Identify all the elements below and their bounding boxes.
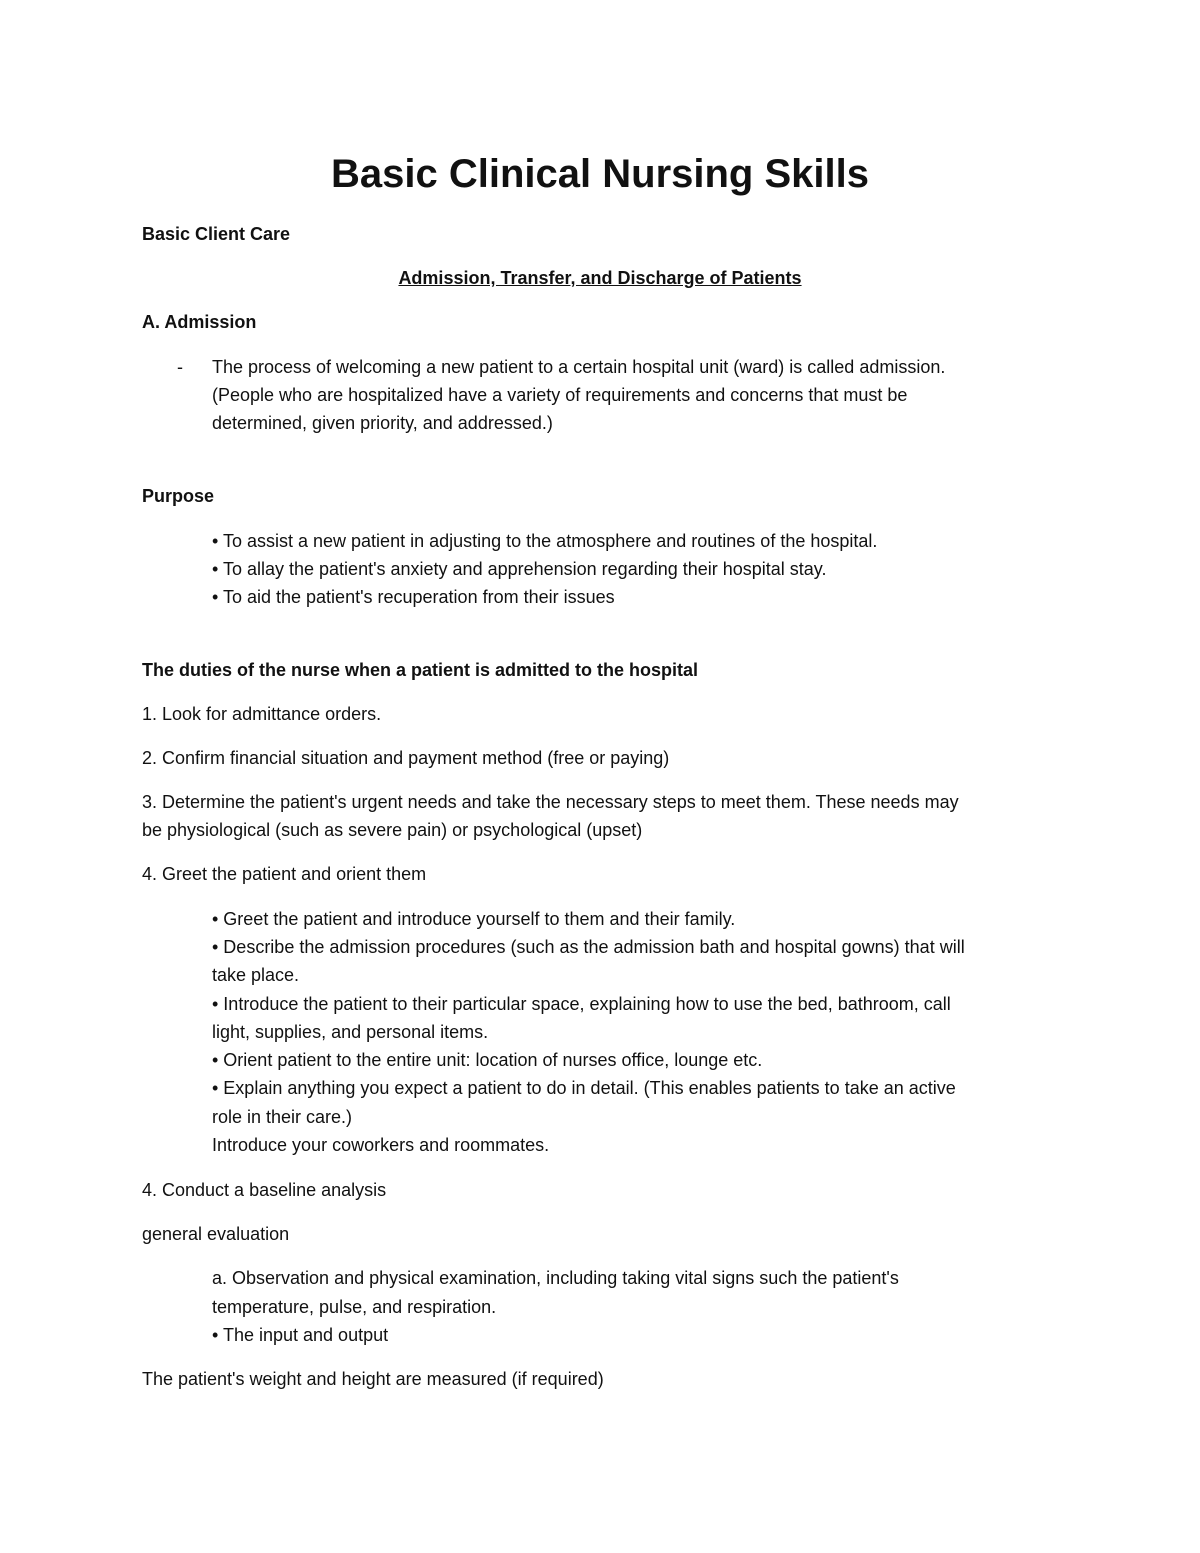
step4-item: role in their care.) <box>212 1107 353 1127</box>
duty-step-4: 4. Greet the patient and orient them <box>142 864 427 884</box>
eval-item: temperature, pulse, and respiration. <box>212 1297 497 1317</box>
duty-step-1: 1. Look for admittance orders. <box>142 704 382 724</box>
admission-line: determined, given priority, and addressed.) <box>212 413 553 433</box>
admission-heading: A. Admission <box>142 312 257 332</box>
purpose-item: • To aid the patient's recuperation from their issues <box>212 587 615 607</box>
purpose-item: • To assist a new patient in adjusting to the atmosphere and routines of the hospital. <box>212 531 878 551</box>
purpose-item: • To allay the patient's anxiety and apprehension regarding their hospital stay. <box>212 559 827 579</box>
admission-line: The process of welcoming a new patient to a certain hospital unit (ward) is called admission. <box>212 357 946 377</box>
step4-item: • Orient patient to the entire unit: location of nurses office, lounge etc. <box>212 1050 763 1070</box>
step4-item: • Explain anything you expect a patient to do in detail. (This enables patients to take an active <box>212 1078 956 1098</box>
admission-line: (People who are hospitalized have a variety of requirements and concerns that must be <box>212 385 908 405</box>
section-heading: Admission, Transfer, and Discharge of Patients <box>398 268 802 288</box>
step4-item: • Greet the patient and introduce yourself to them and their family. <box>212 909 736 929</box>
admission-dash: - <box>177 357 183 377</box>
step4-item: • Introduce the patient to their particular space, explaining how to use the bed, bathroom, call <box>212 994 951 1014</box>
eval-item: a. Observation and physical examination, including taking vital signs such the patient's <box>212 1268 899 1288</box>
step4-item: take place. <box>212 965 300 985</box>
step4-item: light, supplies, and personal items. <box>212 1022 489 1042</box>
duties-heading: The duties of the nurse when a patient is admitted to the hospital <box>142 660 699 680</box>
duty-step-2: 2. Confirm financial situation and payment method (free or paying) <box>142 748 670 768</box>
duty-step-3-cont: be physiological (such as severe pain) or psychological (upset) <box>142 820 643 840</box>
subtitle: Basic Client Care <box>142 224 291 244</box>
general-evaluation: general evaluation <box>142 1224 290 1244</box>
eval-item: • The input and output <box>212 1325 389 1345</box>
weight-height-line: The patient's weight and height are measured (if required) <box>142 1369 604 1389</box>
step4-item: • Describe the admission procedures (such as the admission bath and hospital gowns) that will <box>212 937 965 957</box>
duty-step-3: 3. Determine the patient's urgent needs and take the necessary steps to meet them. These needs may <box>142 792 959 812</box>
duty-step-5: 4. Conduct a baseline analysis <box>142 1180 387 1200</box>
page-title: Basic Clinical Nursing Skills <box>331 152 869 196</box>
step4-item: Introduce your coworkers and roommates. <box>212 1135 550 1155</box>
purpose-heading: Purpose <box>142 486 215 506</box>
